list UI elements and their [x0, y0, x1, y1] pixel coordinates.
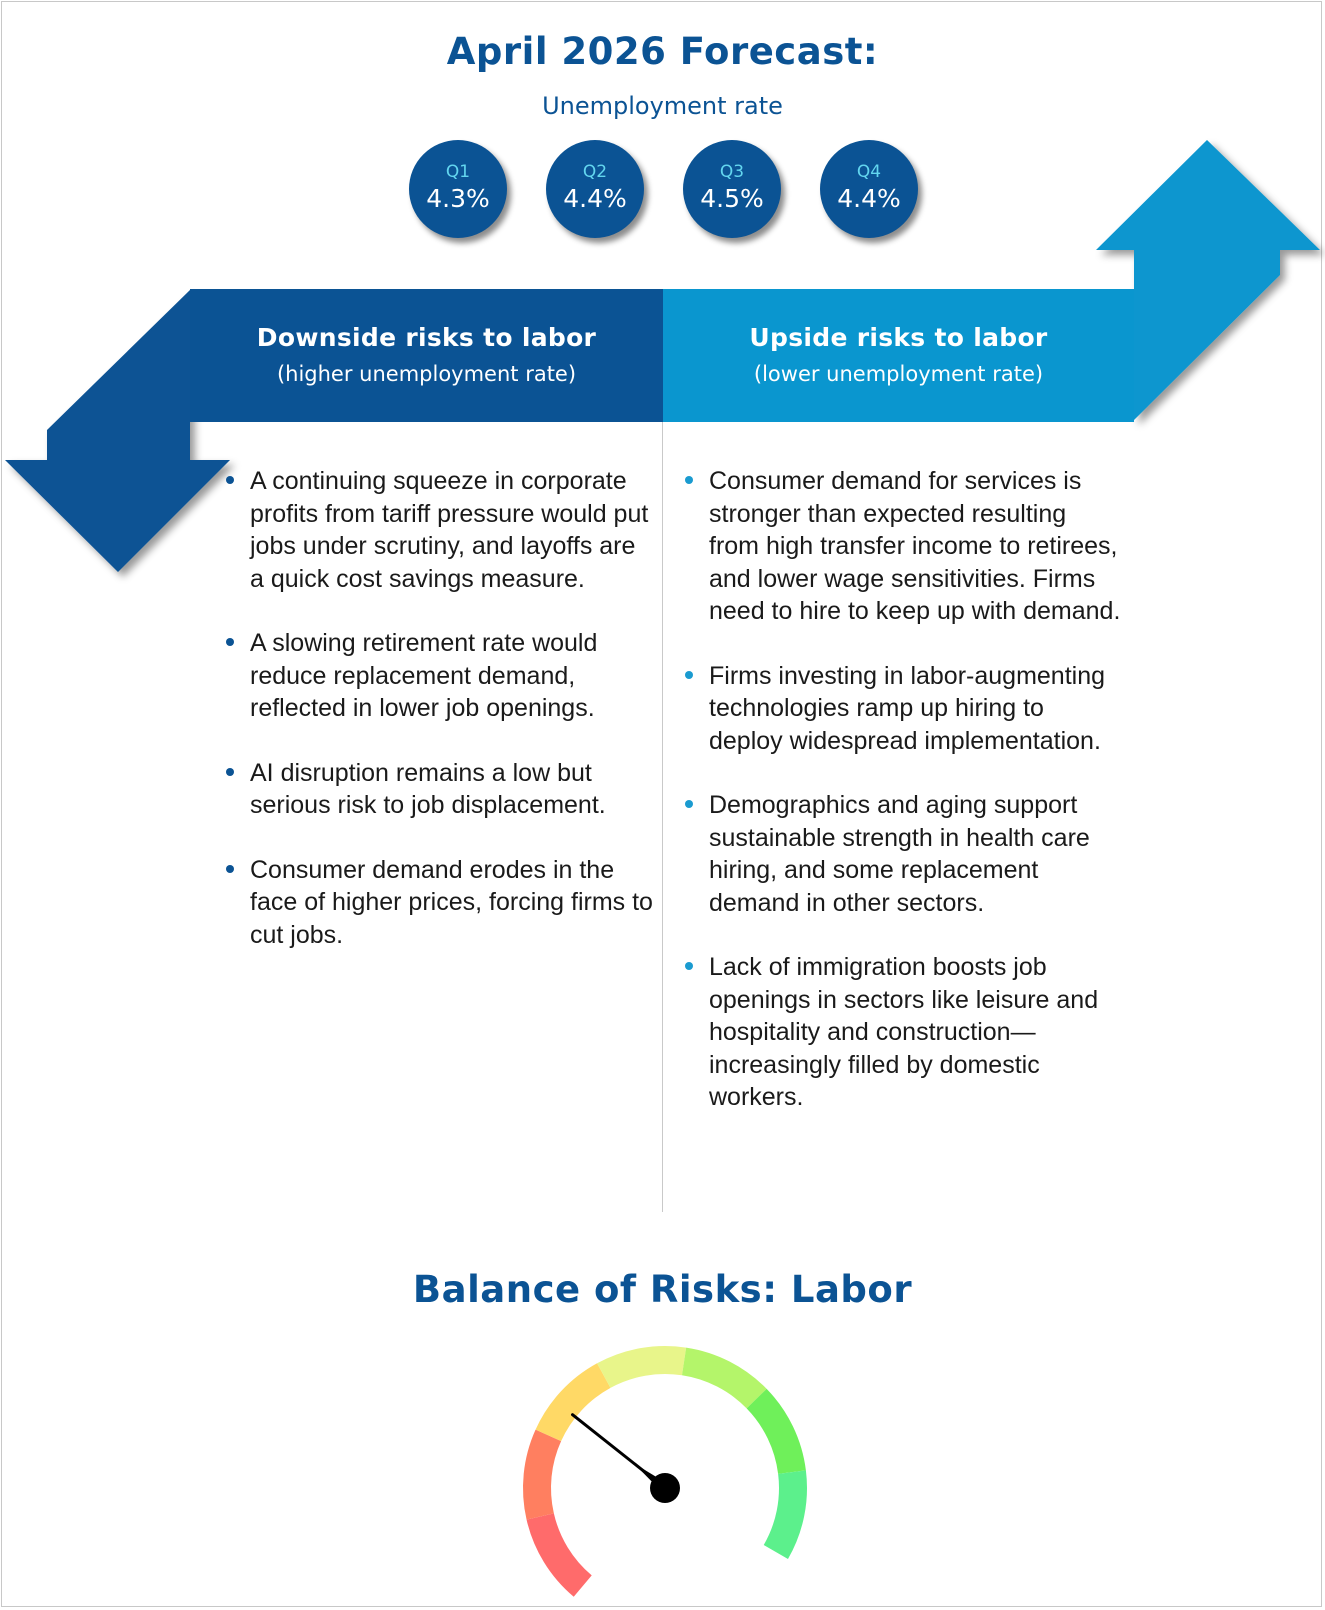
forecast-subtitle: Unemployment rate — [542, 92, 783, 120]
upside-header — [663, 322, 1134, 390]
forecast-value: 4.4% — [563, 184, 627, 213]
list-item: Firms investing in labor-augmenting technologies ramp up hiring to deploy widespread implementation. — [683, 660, 1123, 758]
list-item: A slowing retirement rate would reduce replacement demand, reflected in lower job openings. — [224, 627, 654, 725]
downside-risk-list — [224, 465, 654, 951]
upside-risk-list — [683, 465, 1123, 1114]
list-item: A continuing squeeze in corporate profits from tariff pressure would put jobs under scrutiny, and layoffs are a quick cost savings measure. — [224, 465, 654, 595]
forecast-quarter-label: Q1 — [445, 162, 471, 182]
list-item: Consumer demand for services is stronger than expected resulting from high transfer income to retirees, and lower wage sensitivities. Firms need to hire to keep up with demand. — [683, 465, 1123, 628]
list-item: Consumer demand erodes in the face of higher prices, forcing firms to cut jobs. — [224, 854, 654, 952]
upside-title: Upside risks to labor — [749, 323, 1048, 352]
forecast-quarter-label: Q3 — [719, 162, 745, 182]
upside-subtitle: (lower unemployment rate) — [753, 362, 1044, 386]
list-item: AI disruption remains a low but serious risk to job displacement. — [224, 757, 654, 822]
downside-title: Downside risks to labor — [256, 323, 597, 352]
list-item: Lack of immigration boosts job openings in sectors like leisure and hospitality and construction—increasingly filled by domestic workers. — [683, 951, 1123, 1114]
forecast-value: 4.4% — [837, 184, 901, 213]
column-divider — [662, 422, 663, 1212]
forecast-title: April 2026 Forecast: — [446, 30, 879, 73]
forecast-quarter-label: Q4 — [856, 162, 882, 182]
downside-subtitle: (higher unemployment rate) — [276, 362, 577, 386]
forecast-value: 4.5% — [700, 184, 764, 213]
balance-title: Balance of Risks: Labor — [412, 1268, 913, 1311]
list-item: Demographics and aging support sustainable strength in health care hiring, and some replacement demand in other sectors. — [683, 789, 1123, 919]
forecast-value: 4.3% — [426, 184, 490, 213]
forecast-quarter-label: Q2 — [582, 162, 608, 182]
downside-header — [190, 322, 663, 390]
